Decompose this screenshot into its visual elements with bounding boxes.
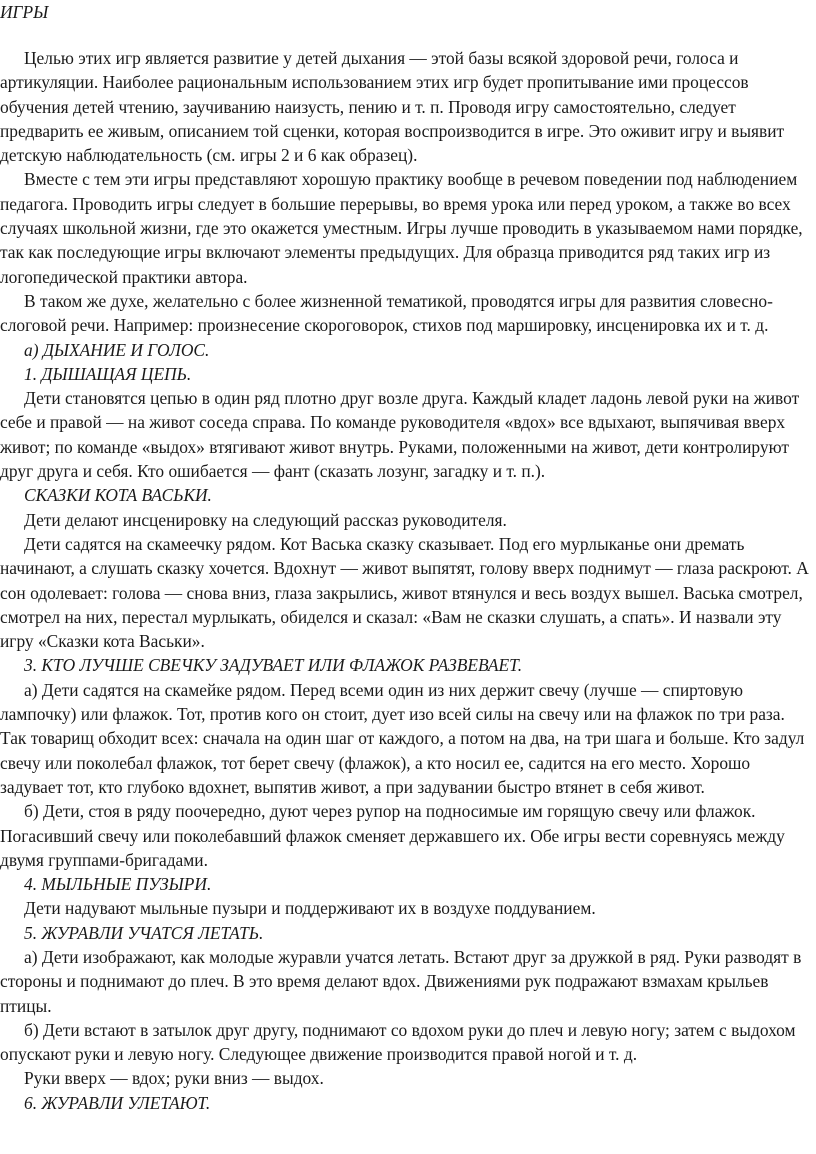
paragraph-intro: Целью этих игр является развитие у детей дыхания — этой базы всякой здоровой речи, голоса и артикуляции. Наиболее рациональным использованием этих игр будет пропитывание ими процессов обучения детей чтению, заучиванию наизусть, пению и т. п. Проводя игру самостоятельно, следует предварить ее живым, описанием той сценки, которая воспроизводится в игре. Это оживит игру и выявит детскую наблюдательность (см. игры 2 и 6 как образец). <box>0 48 785 166</box>
game-heading-3: 3. КТО ЛУЧШЕ СВЕЧКУ ЗАДУВАЕТ ИЛИ ФЛАЖОК РАЗВЕВАЕТ. <box>24 655 523 676</box>
game-heading-2: СКАЗКИ КОТА ВАСЬКИ. <box>24 485 212 506</box>
document-title: ИГРЫ <box>0 2 49 22</box>
game-3a-text: а) Дети садятся на скамейке рядом. Перед всеми один из них держит свечу (лучше — спиртовую лампочку) или флажок. Тот, против кого он стоит, дует изо всей силы на свечу или на флажок по три раза. Так товарищ обходит всех: сначала на один шаг от каждого, а потом на два, на три шага и больше. Кто задул свечу или поколебал флажок, тот берет свечу (флажок), а кто носил ее, садится на его место. Хорошо задувает тот, кто глубоко вдохнет, выпятив живот, а при задувании быстро втянет в себя живот. <box>0 679 805 797</box>
game-heading-6: 6. ЖУРАВЛИ УЛЕТАЮТ. <box>24 1092 211 1113</box>
game-2-text: Дети садятся на скамеечку рядом. Кот Васька сказку сказывает. Под его мурлыканье они дремать начинают, а слушать сказку хочется. Вдохнут — живот выпятят, голову вверх поднимут — глаза раскроют. А сон одолевает: голова — снова вниз, глаза закрылись, живот втянулся и весь воздух вышел. Васька смотрел, смотрел на них, перестал мурлыкать, обиделся и сказал: «Вам не сказки слушать, а спать». И назвали эту игру «Сказки кота Васьки». <box>0 533 809 652</box>
game-1-text: Дети становятся цепью в один ряд плотно друг возле друга. Каждый кладет ладонь левой руки на живот себе и правой — на живот соседа справа. По команде руководителя «вдох» все вдыхают, выпячивая вверх живот; по команде «выдох» втягивают живот внутрь. Руками, положенными на живот, дети контролируют друг друга и себя. Кто ошибается — фант (сказать лозунг, загадку и т. п.). <box>0 388 800 482</box>
game-5a-text: а) Дети изображают, как молодые журавли учатся летать. Встают друг за дружкой в ряд. Руки разводят в стороны и поднимают до плеч. В это время делают вдох. Движениями рук подражают взмахам крыльев птицы. <box>0 946 802 1016</box>
game-heading-4: 4. МЫЛЬНЫЕ ПУЗЫРИ. <box>24 874 212 895</box>
game-5-summary: Руки вверх — вдох; руки вниз — выдох. <box>24 1068 324 1089</box>
paragraph-practice: Вместе с тем эти игры представляют хорошую практику вообще в речевом поведении под наблюдением педагога. Проводить игры следует в большие перерывы, во время урока или перед уроком, а также во всех случаях школьной жизни, где это окажется уместным. Игры лучше проводить в указываемом нами порядке, так как последующие игры включают элементы предыдущих. Для образца приводится ряд таких игр из логопедической практики автора. <box>0 169 803 287</box>
game-4-text: Дети надувают мыльные пузыри и поддерживают их в воздухе поддуванием. <box>24 898 596 919</box>
title-gap <box>0 24 810 46</box>
game-5b-text: б) Дети встают в затылок друг другу, поднимают со вдохом руки до плеч и левую ногу; затем с выдохом опускают руки и левую ногу. Следующее движение производится правой ногой и т. д. <box>0 1019 796 1065</box>
section-heading-breathing: а) ДЫХАНИЕ И ГОЛОС. <box>24 339 210 360</box>
game-heading-1: 1. ДЫШАЩАЯ ЦЕПЬ. <box>24 363 192 384</box>
game-3b-text: б) Дети, стоя в ряду поочередно, дуют через рупор на подносимые им горящую свечу или флажок. Погасивший свечу или поколебавший флажок сменяет державшего их. Обе игры вести соревнуясь между двумя группами-бригадами. <box>0 801 785 870</box>
paragraph-speech-games: В таком же духе, желательно с более жизненной тематикой, проводятся игры для развития словесно-слоговой речи. Например: произнесение скороговорок, стихов под маршировку, инсценировка их и т. д. <box>0 290 773 336</box>
game-2-intro: Дети делают инсценировку на следующий рассказ руководителя. <box>24 509 507 530</box>
game-heading-5: 5. ЖУРАВЛИ УЧАТСЯ ЛЕТАТЬ. <box>24 922 264 943</box>
